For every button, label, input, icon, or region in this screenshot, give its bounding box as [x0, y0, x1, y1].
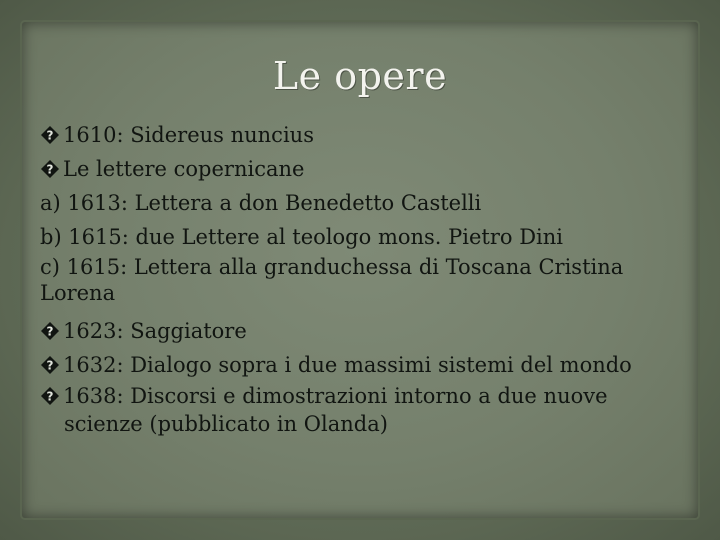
- svg-text:?: ?: [46, 128, 54, 143]
- list-item-text: 1610: Sidereus nuncius: [63, 123, 314, 147]
- list-item-text: 1632: Dialogo sopra i due massimi sistemi del mondo: [63, 353, 632, 377]
- list-item-text: c) 1615: Lettera alla granduchessa di Toscana Cristina Lorena: [40, 255, 624, 305]
- replacement-character-icon: [40, 321, 60, 341]
- list-item-text: b) 1615: due Lettere al teologo mons. Pietro Dini: [40, 225, 564, 249]
- slide-body: [40, 118, 690, 438]
- list-item-text: a) 1613: Lettera a don Benedetto Castelli: [40, 191, 482, 215]
- replacement-character-icon: [40, 355, 60, 375]
- list-item: [40, 118, 690, 152]
- slide-title: Le opere: [272, 54, 448, 98]
- list-item: [40, 254, 690, 306]
- list-item: [40, 348, 690, 382]
- list-item: [40, 314, 690, 348]
- list-item: [40, 220, 690, 254]
- list-item: [40, 186, 690, 220]
- list-item: [40, 382, 690, 438]
- list-item: [40, 152, 690, 186]
- list-item-text: 1638: Discorsi e dimostrazioni intorno a due nuove scienze (pubblicato in Olanda): [63, 384, 608, 436]
- list-item-text: Le lettere copernicane: [63, 157, 305, 181]
- list-item-text: 1623: Saggiatore: [63, 319, 247, 343]
- replacement-character-icon: [40, 386, 60, 406]
- svg-text:?: ?: [46, 389, 54, 404]
- svg-text:?: ?: [46, 162, 54, 177]
- replacement-character-icon: [40, 125, 60, 145]
- svg-text:?: ?: [46, 358, 54, 373]
- svg-text:?: ?: [46, 324, 54, 339]
- replacement-character-icon: [40, 159, 60, 179]
